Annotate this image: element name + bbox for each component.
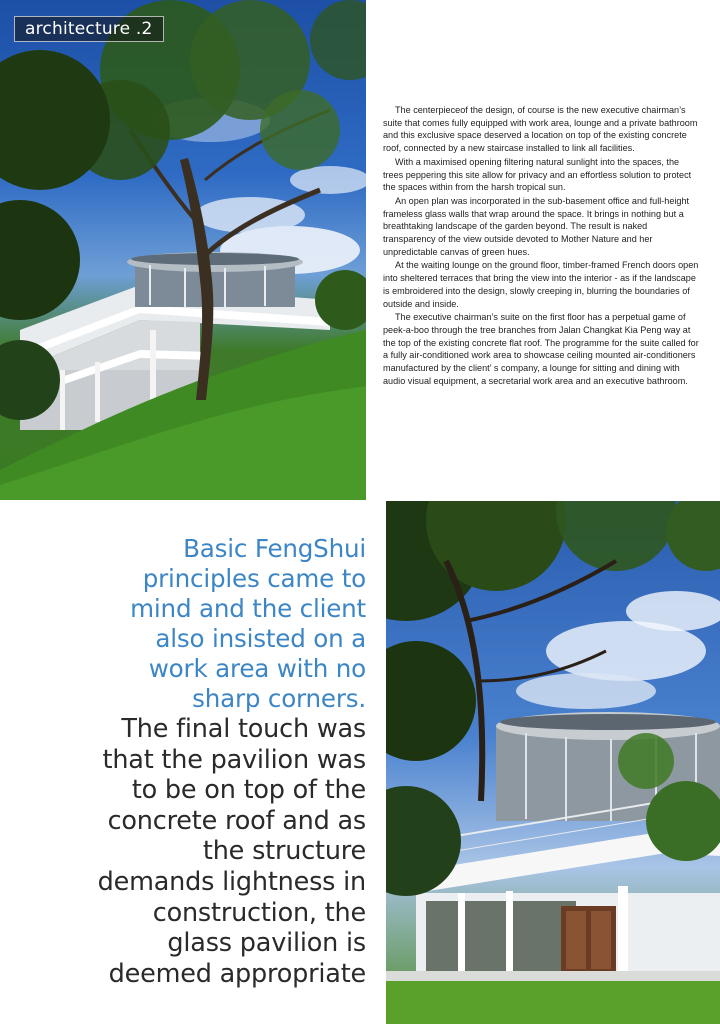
body-paragraph: The centerpieceof the design, of course is the new executive chairman’s suite that comes fully equipped with work area, lounge and a private bathroom and this exclusive space deserved a location on top of the existing concrete roof, connected by a new staircase installed to link all facilities. — [383, 105, 698, 154]
pull-quote-line: sharp corners. — [192, 684, 366, 713]
pull-quote-line: construction, the — [152, 897, 366, 928]
pull-quote-line: concrete roof and as — [107, 805, 366, 836]
pull-quote-line: that the pavilion was — [102, 744, 366, 775]
pull-quote-line: principles came to — [142, 564, 366, 593]
body-paragraph: An open plan was incorporated in the sub-basement office and full-height frameless glass walls that wrap around the space. It brings in nothing but a breathtaking landscape of the garden beyond. The result is naked transparency of the view outside devoted to Mother Nature and her unpredictable canvas of green hues. — [383, 195, 690, 257]
pavilion-photo — [386, 501, 720, 1024]
pull-quote-line: mind and the client — [130, 594, 366, 623]
pull-quote-line: work area with no — [148, 654, 366, 683]
body-paragraph: With a maximised opening filtering natural sunlight into the spaces, the trees peppering this site allow for privacy and an effortless solution to protect the spaces within from the harsh tropical sun. — [383, 156, 692, 193]
pull-quote — [20, 534, 366, 989]
pavilion-illustration — [386, 501, 720, 1024]
body-paragraph: The executive chairman’s suite on the first floor has a perpetual game of peek-a-boo through the tree branches from Jalan Changkat Kia Peng way at the top of the existing concrete flat roof. The programme for the suite called for a fully air-conditioned work area to showcase ceiling mounted air-conditioners manufactured by the client’ s company, a lounge for sitting and dining with audio visual equipment, a secretarial work area and an executive bathroom. — [383, 312, 699, 386]
pull-quote-line: glass pavilion is — [167, 928, 366, 959]
article-body — [383, 104, 701, 388]
pull-quote-highlight — [20, 534, 366, 714]
house-hillside-illustration — [0, 0, 366, 500]
pull-quote-line: the structure — [202, 836, 366, 867]
body-paragraph: At the waiting lounge on the ground floor, timber-framed French doors open into sheltered terraces that bring the view into the interior - as if the landscape is embroidered into the design, slowly creeping in, blurring the boundaries of outside and inside. — [383, 260, 699, 309]
pull-quote-line: also insisted on a — [155, 624, 366, 653]
house-hillside-photo — [0, 0, 366, 500]
pull-quote-continuation — [20, 714, 366, 989]
pull-quote-line: demands lightness in — [97, 866, 366, 897]
pull-quote-line: Basic FengShui — [183, 534, 366, 563]
pull-quote-line: to be on top of the — [131, 775, 366, 806]
pull-quote-line: The final touch was — [121, 714, 366, 744]
section-tag: architecture .2 — [14, 16, 164, 42]
pull-quote-line: deemed appropriate — [108, 958, 366, 989]
